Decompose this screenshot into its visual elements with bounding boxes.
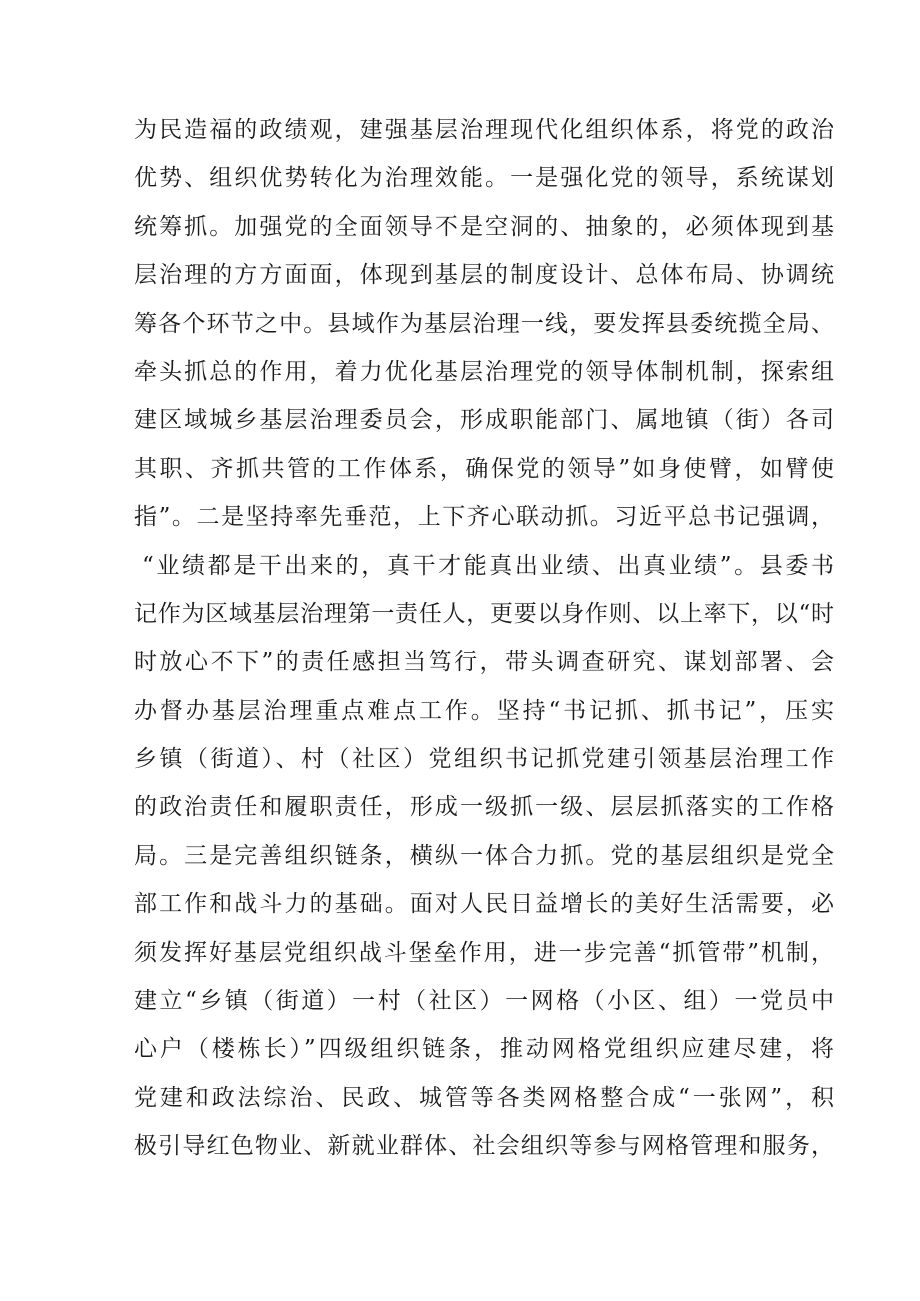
text-line-10: “业绩都是干出来的，真干才能真出业绩、出真业绩”。县委书 [142,552,834,579]
text-line-4: 层治理的方方面面，体现到基层的制度设计、总体布局、协调统 [134,262,834,289]
text-line-21: 党建和政法综治、民政、城管等各类网格整合成“一张网”，积 [134,1084,834,1111]
text-line-20: 心户（楼栋长）”四级组织链条，推动网格党组织应建尽建，将 [134,1036,834,1063]
text-line-22: 极引导红色物业、新就业群体、社会组织等参与网格管理和服务， [134,1133,834,1160]
text-line-1: 为民造福的政绩观，建强基层治理现代化组织体系，将党的政治 [134,117,834,143]
text-line-18: 须发挥好基层党组织战斗堡垒作用，进一步完善“抓管带”机制， [134,939,834,966]
text-line-12: 时放心不下”的责任感担当笃行，带头调查研究、谋划部署、会 [134,649,834,676]
text-line-7: 建区域城乡基层治理委员会，形成职能部门、属地镇（街）各司 [134,407,834,434]
body-paragraph [134,106,834,1171]
text-line-19: 建立“乡镇（街道）一村（社区）一网格（小区、组）一党员中 [134,988,834,1015]
text-line-6: 牵头抓总的作用，着力优化基层治理党的领导体制机制，探索组 [134,358,834,385]
text-line-14: 乡镇（街道）、村（社区）党组织书记抓党建引领基层治理工作 [134,746,834,773]
text-line-9: 指”。二是坚持率先垂范，上下齐心联动抓。习近平总书记强调， [134,504,834,531]
text-line-3: 统筹抓。加强党的全面领导不是空洞的、抽象的，必须体现到基 [134,213,834,240]
text-line-8: 其职、齐抓共管的工作体系，确保党的领导”如身使臂，如臂使 [134,455,834,482]
text-line-2: 优势、组织优势转化为治理效能。一是强化党的领导，系统谋划 [134,165,834,192]
text-line-11: 记作为区域基层治理第一责任人，更要以身作则、以上率下，以“时 [134,600,834,627]
text-line-15: 的政治责任和履职责任，形成一级抓一级、层层抓落实的工作格 [134,794,834,821]
text-line-5: 筹各个环节之中。县域作为基层治理一线，要发挥县委统揽全局、 [134,310,834,337]
text-line-16: 局。三是完善组织链条，横纵一体合力抓。党的基层组织是党全 [134,842,834,869]
text-line-13: 办督办基层治理重点难点工作。坚持“书记抓、抓书记”，压实 [134,697,834,724]
text-line-17: 部工作和战斗力的基础。面对人民日益增长的美好生活需要，必 [134,891,834,918]
